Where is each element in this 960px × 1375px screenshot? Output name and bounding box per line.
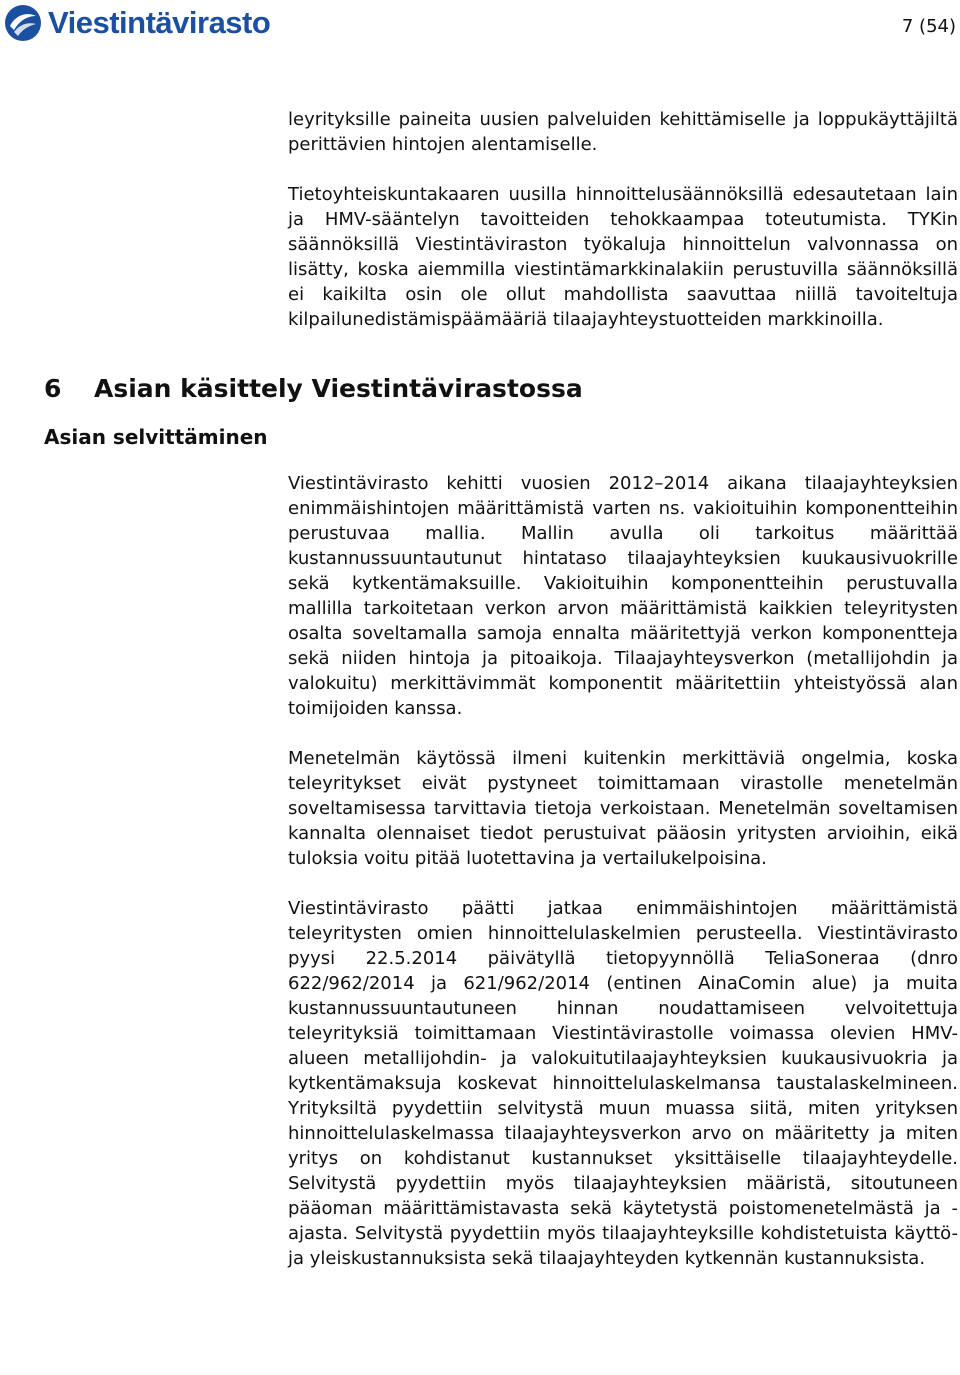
main-paragraph-3: Viestintävirasto päätti jatkaa enimmäishintojen määrittämistä teleyritysten omien hinnoittelulaskelmien perusteella. Viestintävirasto pyysi 22.5.2014 päivätyllä tietopyynnöllä TeliaSoneraa (dnro 622/962/2014 ja 621/962/2014 (entinen AinaComin alue) ja muita kustannussuuntautuneen hinnan noudattamiseen velvoitettuja teleyrityksiä toimittamaan Viestintävirastolle voimassa olevien HMV-alueen metallijohdin- ja valokuitutilaajayhteyksien kuukausivuokria ja kytkentämaksuja koskevat hinnoittelulaskelmansa taustalaskelmineen. Yrityksiltä pyydettiin selvitystä muun muassa siitä, miten yrityksen hinnoittelulaskelmassa tilaajayhteysverkon arvo on määritetty ja miten yritys on kohdistanut kustannukset yksittäiselle tilaajayhteydelle. Selvitystä pyydettiin myös tilaajayhteyksien määristä, sitoutuneen pääoman määrittämistavasta sekä käytetystä poistomenetelmästä ja -ajasta. Selvitystä pyydettiin myös tilaajayhteyksille kohdistetuista käyttö- ja yleiskustannuksista sekä tilaajayhteyden kytkennän kustannuksista. — [288, 898, 958, 1269]
page-number: 7 (54) — [901, 16, 956, 37]
logo-mark-icon — [4, 4, 42, 42]
intro-text — [288, 107, 958, 357]
main-paragraph-2: Menetelmän käytössä ilmeni kuitenkin merkittäviä ongelmia, koska teleyritykset eivät pystyneet toimittamaan virastolle menetelmän soveltamisessa tarvittavia tietoja verkoistaan. Menetelmän soveltamisen kannalta olennaiset tiedot perustuivat pääosin yritysten arvioihin, eikä tuloksia voitu pitää luotettavina ja vertailukelpoisina. — [288, 748, 958, 869]
section-number: 6 — [44, 374, 62, 403]
viestintavirasto-logo — [4, 4, 276, 42]
subsection-heading: Asian selvittäminen — [44, 425, 268, 449]
main-text — [288, 471, 958, 1296]
section-heading — [44, 374, 583, 403]
intro-paragraph-1: leyrityksille paineita uusien palveluiden kehittämiselle ja loppukäyttäjiltä perittävien hintojen alentamiselle. — [288, 109, 958, 155]
intro-paragraph-2: Tietoyhteiskuntakaaren uusilla hinnoittelusäännöksillä edesautetaan lain ja HMV-sääntelyn tavoitteiden tehokkaampaa toteutumista. TYKin säännöksillä Viestintäviraston työkaluja hinnoittelun valvonnassa on lisätty, koska aiemmilla viestintämarkkinalakiin perustuvilla säännöksillä ei kaikilta osin ole ollut mahdollista saavuttaa niillä tavoiteltuja kilpailunedistämispäämääriä tilaajayhteystuotteiden markkinoilla. — [288, 184, 958, 330]
main-paragraph-1: Viestintävirasto kehitti vuosien 2012–2014 aikana tilaajayhteyksien enimmäishintojen määrittämistä varten ns. vakioituihin komponentteihin perustuvaa mallia. Mallin avulla oli tarkoitus määrittää kustannussuuntautunut hintataso tilaajayhteyksien kuukausivuokrille sekä kytkentämaksuille. Vakioituihin komponentteihin perustuvalla mallilla tarkoitetaan verkon arvon määrittämistä kaikkien teleyritysten osalta soveltamalla samoja ennalta määritettyjä verkon komponentteja sekä niiden hintoja ja pitoaikoja. Tilaajayhteysverkon (metallijohdin ja valokuitu) merkittävimmät komponentit määritettiin yhteistyössä alan toimijoiden kanssa. — [288, 473, 958, 719]
section-title: Asian käsittely Viestintävirastossa — [94, 374, 583, 403]
logo-text: Viestintävirasto — [48, 5, 271, 40]
